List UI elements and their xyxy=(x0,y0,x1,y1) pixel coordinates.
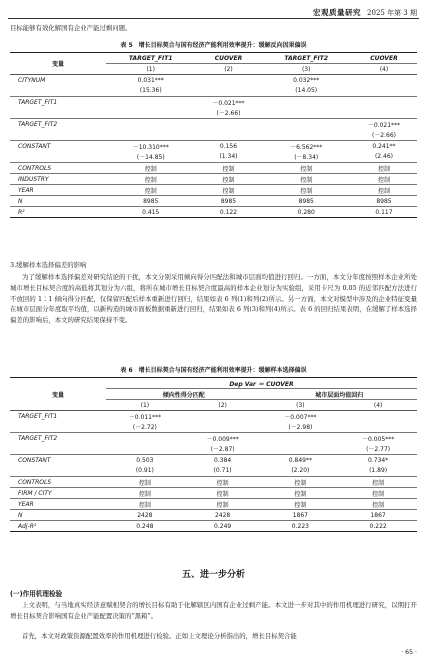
row-label: CONTROLS xyxy=(18,164,52,172)
coef-cell: 0.156 xyxy=(219,142,238,150)
row-label-blank xyxy=(10,108,106,119)
row-label: TARGET_FIT2 xyxy=(18,434,58,442)
value-cell: 控制 xyxy=(138,501,151,509)
coef-cell: －0.009*** xyxy=(206,435,239,443)
coef-cell xyxy=(195,75,261,86)
coef-cell: 0.384 xyxy=(214,456,232,464)
row-label: CONSTANT xyxy=(18,142,51,150)
value-cell: 1867 xyxy=(292,511,309,519)
row-label-blank xyxy=(10,444,106,455)
value-cell: 控制 xyxy=(138,490,151,498)
coef-cell: －0.021*** xyxy=(367,121,401,129)
table6 xyxy=(10,377,417,532)
page-number: · 65 · xyxy=(401,649,417,656)
value-cell: 控制 xyxy=(372,479,385,487)
intro-line: 目标能够有效化解国有企业产能过剩问题。 xyxy=(10,24,132,32)
value-cell: 控制 xyxy=(377,187,390,195)
value-cell: 控制 xyxy=(377,176,390,184)
coef-cell xyxy=(339,411,417,422)
coef-cell xyxy=(351,97,417,108)
table-row-se xyxy=(10,422,417,433)
tstat-cell xyxy=(184,422,262,433)
table5 xyxy=(10,52,417,218)
table-row xyxy=(10,499,417,510)
table-header-row xyxy=(10,53,417,64)
tstat-cell xyxy=(339,422,417,433)
coef-cell: －0.011*** xyxy=(106,411,184,422)
value-cell: 0.222 xyxy=(339,521,417,532)
row-label: YEAR xyxy=(18,186,34,194)
table-row-se xyxy=(10,152,417,163)
tstat-cell: (－2.72) xyxy=(132,424,157,432)
coef-cell xyxy=(184,411,262,422)
column-header: CUOVER xyxy=(351,53,417,64)
value-cell: 1867 xyxy=(370,511,386,519)
subsection-3-title: 3.缓解样本选择偏差的影响 xyxy=(10,261,87,269)
value-cell: 0.223 xyxy=(262,521,340,532)
coef-cell: －0.007*** xyxy=(262,411,340,422)
tstat-cell: (1.34) xyxy=(219,153,238,161)
column-number: (2) xyxy=(218,401,227,409)
table-row xyxy=(10,411,417,422)
row-label: CONSTANT xyxy=(18,456,51,464)
table-row xyxy=(10,488,417,499)
coef-cell: 0.503 xyxy=(136,456,154,464)
table-row xyxy=(10,433,417,444)
value-cell: 2428 xyxy=(214,511,231,519)
value-cell: 控制 xyxy=(300,176,313,184)
tstat-cell: (2.20) xyxy=(291,467,310,475)
value-cell: 2428 xyxy=(137,511,153,519)
tstat-cell: (14.05) xyxy=(295,87,318,95)
row-label-blank xyxy=(10,130,106,141)
coef-cell: －6.562*** xyxy=(290,143,323,151)
tstat-cell xyxy=(106,130,195,141)
table-row xyxy=(10,196,417,207)
tstat-cell: (－2.66) xyxy=(216,110,241,118)
coef-cell xyxy=(106,119,195,130)
coef-cell: 0.241** xyxy=(372,142,396,150)
tstat-cell: (0.71) xyxy=(213,467,232,475)
value-cell: 0.280 xyxy=(261,207,350,218)
tstat-cell: (2.46) xyxy=(374,153,393,161)
header-rule xyxy=(8,18,419,19)
value-cell: 控制 xyxy=(294,490,307,498)
value-cell: 控制 xyxy=(144,187,157,195)
value-cell: 控制 xyxy=(222,165,235,173)
coef-cell: －10.310*** xyxy=(132,143,169,151)
table-row-se xyxy=(10,130,417,141)
value-cell: 控制 xyxy=(222,187,235,195)
value-cell: 控制 xyxy=(300,165,313,173)
coef-cell: －0.021*** xyxy=(212,99,245,107)
row-label-blank xyxy=(10,422,106,433)
tstat-cell xyxy=(261,130,350,141)
value-cell: 0.415 xyxy=(106,207,195,218)
tstat-cell: (0.91) xyxy=(135,467,154,475)
row-label: R² xyxy=(10,207,106,218)
coef-cell: 0.734* xyxy=(368,456,389,464)
tstat-cell: (－14.85) xyxy=(136,154,165,162)
coef-cell xyxy=(195,119,261,130)
value-cell: 控制 xyxy=(216,501,229,509)
row-label: TARGET_FIT1 xyxy=(18,98,58,106)
running-header xyxy=(313,7,417,18)
value-cell: 控制 xyxy=(144,165,157,173)
column-number: (4) xyxy=(379,65,389,73)
value-cell: 0.122 xyxy=(195,207,261,218)
value-cell: 8985 xyxy=(376,197,392,205)
row-label-blank xyxy=(10,152,106,163)
value-cell: 控制 xyxy=(377,165,390,173)
value-cell: 控制 xyxy=(372,490,385,498)
value-cell: 0.117 xyxy=(351,207,417,218)
row-label: CONTROLS xyxy=(18,478,52,486)
value-cell: 控制 xyxy=(216,479,229,487)
row-label-blank xyxy=(10,466,106,477)
table-row xyxy=(10,521,417,532)
column-header: TARGET_FIT2 xyxy=(261,53,350,64)
table-header-row xyxy=(10,378,417,389)
coef-cell xyxy=(106,97,195,108)
row-label: YEAR xyxy=(18,500,34,508)
table-row-se xyxy=(10,444,417,455)
value-cell: 控制 xyxy=(294,501,307,509)
tstat-cell: (1.89) xyxy=(369,467,388,475)
table-row xyxy=(10,455,417,466)
tstat-cell: (－8.34) xyxy=(294,154,319,162)
coef-cell: 0.031*** xyxy=(106,75,195,86)
variable-header: 变量 xyxy=(10,53,106,75)
tstat-cell xyxy=(351,86,417,97)
issue-label: 2025 年第 3 期 xyxy=(367,9,417,17)
value-cell: 0.248 xyxy=(106,521,184,532)
tstat-cell: (－2.87) xyxy=(210,446,235,454)
subsection-title: (一)作用机理检验 xyxy=(10,590,63,598)
column-number: (1) xyxy=(140,401,150,409)
row-label-blank xyxy=(10,86,106,97)
paragraph-mechanism-1: 上文表明，与当地真实经济意赋相契合的增长目标有助于化解辖区内国有企业过剩产能。本文进一步对其中的作用机理进行研究，以期打开增长目标契合影响国有企业产能配置决策的“黑箱”。 xyxy=(10,601,417,620)
row-label: N xyxy=(18,197,23,205)
row-label: FIRM / CITY xyxy=(18,489,52,497)
value-cell: 控制 xyxy=(372,501,385,509)
tstat-cell: (－2.66) xyxy=(371,132,396,140)
column-number: (4) xyxy=(373,401,383,409)
table-row xyxy=(10,119,417,130)
table-row xyxy=(10,477,417,488)
coef-cell xyxy=(262,433,340,444)
value-cell: 控制 xyxy=(300,187,313,195)
tstat-cell xyxy=(106,444,184,455)
tstat-cell xyxy=(195,86,261,97)
row-label: TARGET_FIT1 xyxy=(10,411,106,422)
table-row xyxy=(10,97,417,108)
journal-name: 宏观质量研究 xyxy=(313,8,362,17)
value-cell: 8985 xyxy=(143,197,159,205)
section-title: 五、进一步分析 xyxy=(181,570,245,580)
column-number: (3) xyxy=(301,65,311,73)
value-cell: 控制 xyxy=(144,176,157,184)
row-label: N xyxy=(18,511,23,519)
coef-cell: 0.032*** xyxy=(261,75,350,86)
column-number: (3) xyxy=(296,401,305,409)
value-cell: 控制 xyxy=(138,479,151,487)
value-cell: 控制 xyxy=(216,490,229,498)
group-header-psm: 倾向性得分匹配 xyxy=(106,389,262,400)
coef-cell: 0.849** xyxy=(288,456,312,464)
table-row-se xyxy=(10,466,417,477)
table5-caption: 表 5 增长目标契合与国有经济产能利用效率提升：缓解反向因果偏误 xyxy=(120,42,307,49)
tstat-cell xyxy=(195,130,261,141)
tstat-cell xyxy=(261,108,350,119)
table-row-se xyxy=(10,108,417,119)
tstat-cell: (－2.77) xyxy=(366,446,391,454)
value-cell: 控制 xyxy=(294,479,307,487)
table-row xyxy=(10,75,417,86)
tstat-cell xyxy=(351,108,417,119)
column-header: CUOVER xyxy=(195,53,261,64)
paragraph-sample-selection: 为了缓解样本选择偏差对研究结论的干扰，本文分别采用倾向得分匹配法和城市层面均值进行回归。一方面，本文分年度按照样本企业所处城市增长目标契合度的高低将其划分为六组，将所在城市增长目标契合度最高的样本企业划分为实验组，采用卡尺为 0.05 的近邻匹配方法进行不放回的 1∶1 倾向得分匹配，仅保留匹配后样本重新进行回归，结果如表 6 列(1)和列(2)所示。另一方面，本文对模型中涉及的企业特征变量在城市层面分年度取平均值，以新构造的城市面板数据重新进行回归，结果如表 6 列(3)和列(4)所示。表 6 的回归结果表明，在缓解了样本选择偏差的影响后，本文的研究结果保持不变。 xyxy=(10,273,417,325)
coef-cell xyxy=(351,75,417,86)
variable-header: 变量 xyxy=(10,378,106,411)
table-row xyxy=(10,163,417,174)
row-label: CITYNUM xyxy=(10,75,106,86)
column-number: (1) xyxy=(146,65,155,73)
tstat-cell xyxy=(262,444,340,455)
table-row xyxy=(10,174,417,185)
table-row xyxy=(10,510,417,521)
dependent-variable-header: Dep Var ＝ CUOVER xyxy=(106,378,417,389)
value-cell: 8985 xyxy=(298,197,314,205)
group-header-city: 城市层面均值回归 xyxy=(262,389,418,400)
row-label: Adj-R² xyxy=(10,521,106,532)
row-label: TARGET_FIT2 xyxy=(18,120,58,128)
table-row xyxy=(10,185,417,196)
tstat-cell: (－2.98) xyxy=(288,424,313,432)
table-row xyxy=(10,207,417,218)
column-number: (2) xyxy=(224,65,233,73)
value-cell: 0.249 xyxy=(184,521,262,532)
row-label: INDUSTRY xyxy=(18,175,49,183)
value-cell: 8985 xyxy=(220,197,237,205)
paragraph-mechanism-2: 首先，本文对政策资源配置效率的作用机理进行检验。正如上文理论分析指出的，增长目标契合能 xyxy=(22,632,297,640)
tstat-cell: (15.36) xyxy=(139,87,162,95)
table-row-se xyxy=(10,86,417,97)
table-row xyxy=(10,141,417,152)
table6-caption: 表 6 增长目标契合与国有经济产能利用效率提升：缓解样本选择偏误 xyxy=(120,367,307,374)
value-cell: 控制 xyxy=(222,176,235,184)
coef-cell: －0.005*** xyxy=(362,435,395,443)
column-header: TARGET_FIT1 xyxy=(106,53,195,64)
coef-cell xyxy=(106,433,184,444)
tstat-cell xyxy=(106,108,195,119)
coef-cell xyxy=(261,97,350,108)
coef-cell xyxy=(261,119,350,130)
